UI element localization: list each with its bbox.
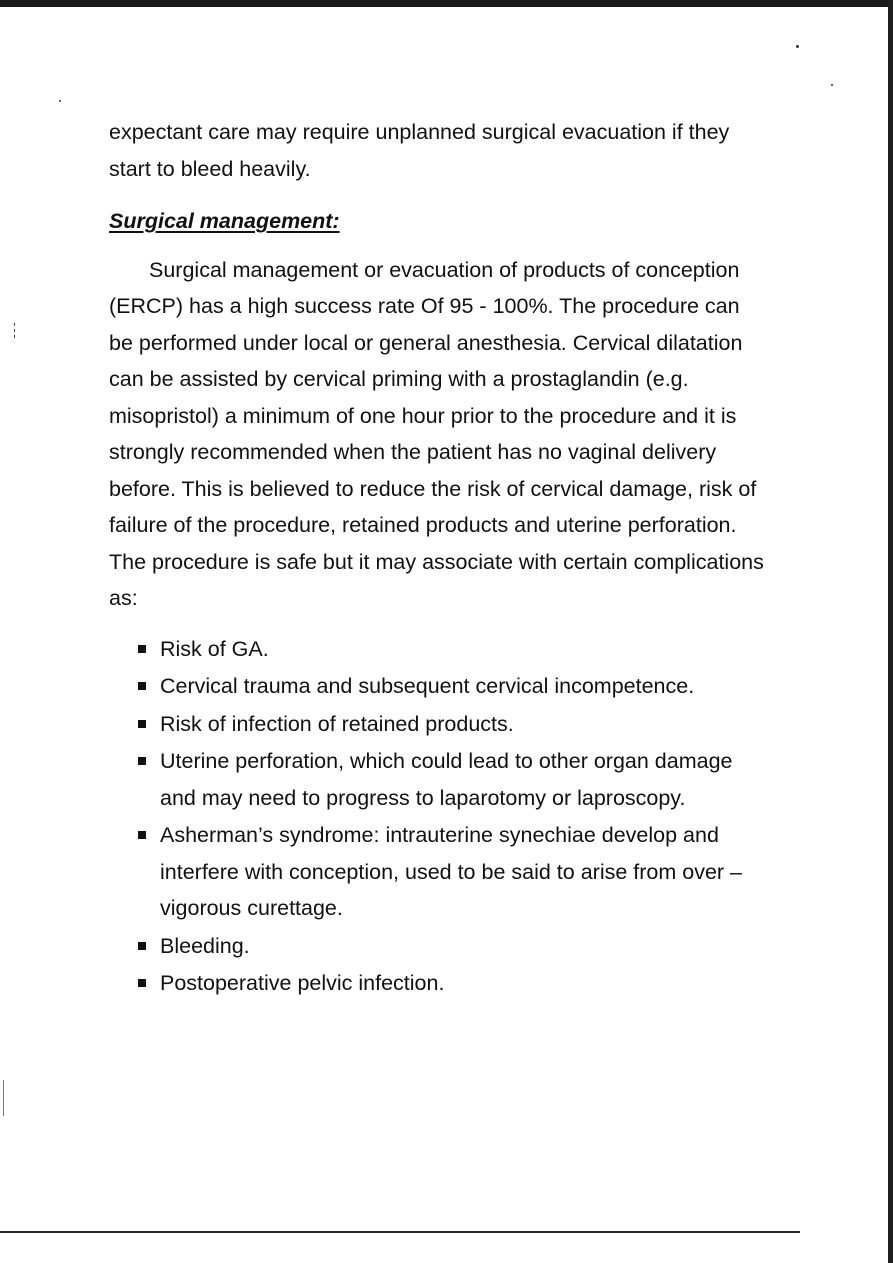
list-item-text: Bleeding.	[160, 933, 250, 958]
square-bullet-icon	[138, 720, 146, 728]
scan-mark	[14, 329, 15, 332]
body-paragraph: Surgical management or evacuation of products of conception (ERCP) has a high success rate Of 95 - 100%. The procedure can be performed under local or general anesthesia. Cervical dilatation can be assisted by cervical priming with a prostaglandin (e.g. misopristol) a minimum of one hour prior to the procedure and it is strongly recommended when the patient has no vaginal delivery before. This is believed to reduce the risk of cervical damage, risk of failure of the procedure, retained products and uterine perforation. The procedure is safe but it may associate with certain complications as:	[109, 257, 764, 610]
list-item	[109, 668, 769, 705]
square-bullet-icon	[138, 979, 146, 987]
document-body	[109, 114, 769, 1003]
scan-mark	[14, 323, 15, 326]
square-bullet-icon	[138, 645, 146, 653]
section-heading: Surgical management:	[109, 209, 340, 233]
square-bullet-icon	[138, 942, 146, 950]
scan-edge-top	[0, 0, 893, 7]
list-item-text: Uterine perforation, which could lead to other organ damage and may need to progress to laparotomy or laproscopy.	[160, 749, 733, 810]
square-bullet-icon	[138, 831, 146, 839]
list-item-text: Cervical trauma and subsequent cervical incompetence.	[160, 674, 695, 698]
scan-speck	[796, 45, 799, 48]
bottom-rule	[0, 1231, 800, 1233]
complications-list	[109, 631, 769, 1002]
scan-mark	[14, 335, 15, 338]
square-bullet-icon	[138, 757, 146, 765]
list-item	[109, 965, 769, 1002]
square-bullet-icon	[138, 682, 146, 690]
list-item	[109, 706, 769, 743]
list-item-text: Postoperative pelvic infection.	[160, 971, 445, 995]
scan-speck	[59, 100, 61, 102]
list-item	[109, 928, 769, 965]
scan-edge-left	[3, 1080, 4, 1116]
list-item	[109, 817, 769, 927]
list-item-text: Risk of GA.	[160, 636, 269, 661]
scan-edge-right	[888, 0, 893, 1263]
list-item	[109, 743, 769, 816]
list-item-text: Risk of infection of retained products.	[160, 711, 514, 736]
list-item	[109, 631, 769, 668]
scan-speck	[831, 84, 833, 86]
continuation-paragraph: expectant care may require unplanned surgical evacuation if they start to bleed heavily.	[109, 120, 730, 181]
list-item-text: Asherman’s syndrome: intrauterine synechiae develop and interfere with conception, used to be said to arise from over – vigorous curettage.	[160, 823, 743, 920]
